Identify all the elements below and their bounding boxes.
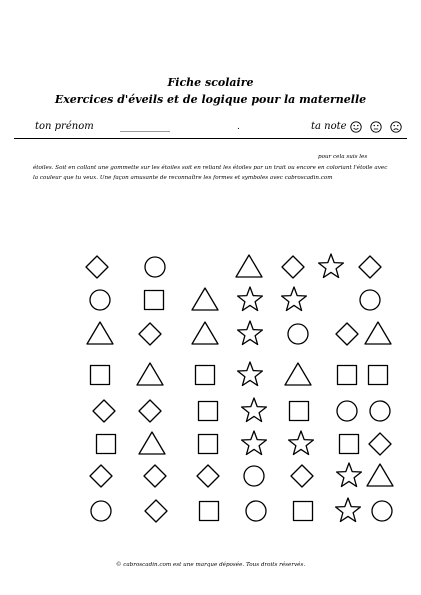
star-shape: [242, 431, 267, 455]
square-shape: [97, 435, 116, 454]
name-field[interactable]: __________: [120, 121, 170, 132]
triangle-shape: [192, 288, 218, 310]
square-shape: [199, 435, 218, 454]
square-shape: [200, 502, 219, 521]
diamond-shape: [282, 256, 304, 278]
diamond-shape: [197, 465, 219, 487]
star-shape: [238, 287, 263, 311]
square-shape: [199, 402, 218, 421]
triangle-shape: [236, 255, 262, 277]
page-subtitle: Exercices d'éveils et de logique pour la maternelle: [54, 93, 367, 106]
diamond-shape: [336, 323, 358, 345]
name-label: ton prénom: [35, 121, 94, 132]
diamond-shape: [359, 256, 381, 278]
instruction-text: étoiles. Soit en collant une gommette sur les étoiles soit en reliant les étoiles par un trait ou encore en coloriant l'étoile avec la couleur que tu veux. Une façon amusante de reconnaître les formes et symboles avec cabroscadin.com: [33, 165, 388, 181]
circle-shape: [372, 501, 392, 521]
circle-shape: [90, 290, 110, 310]
triangle-shape: [367, 464, 393, 486]
diamond-shape: [369, 433, 391, 455]
triangle-shape: [139, 432, 165, 454]
star-shape: [337, 463, 362, 487]
instruction-lead: pour cela suis les: [318, 154, 368, 160]
diamond-shape: [139, 323, 161, 345]
diamond-shape: [93, 400, 115, 422]
circle-shape: [360, 290, 380, 310]
circle-shape: [246, 501, 266, 521]
square-shape: [145, 291, 164, 310]
square-shape: [338, 366, 357, 385]
triangle-shape: [87, 322, 113, 344]
star-shape: [238, 321, 263, 345]
page-title: Fiche scolaire: [167, 76, 254, 89]
circle-shape: [244, 466, 264, 486]
diamond-shape: [90, 465, 112, 487]
note-label: ta note: [311, 121, 347, 132]
triangle-shape: [285, 363, 311, 385]
circle-shape: [91, 501, 111, 521]
square-shape: [340, 435, 359, 454]
star-shape: [282, 287, 307, 311]
triangle-shape: [137, 363, 163, 385]
star-shape: [319, 254, 344, 278]
circle-shape: [337, 401, 357, 421]
diamond-shape: [291, 465, 313, 487]
triangle-shape: [192, 322, 218, 344]
separator-dot: .: [237, 122, 240, 132]
square-shape: [290, 402, 309, 421]
star-shape: [289, 431, 314, 455]
diamond-shape: [139, 400, 161, 422]
circle-shape: [288, 324, 308, 344]
square-shape: [196, 366, 215, 385]
square-shape: [369, 366, 388, 385]
square-shape: [91, 366, 110, 385]
square-shape: [294, 502, 313, 521]
footer-copyright: © cabroscadin.com est une marque déposée. Tous droits réservés.: [115, 562, 306, 568]
diamond-shape: [145, 500, 167, 522]
circle-shape: [370, 401, 390, 421]
triangle-shape: [365, 322, 391, 344]
star-shape: [336, 498, 361, 522]
star-shape: [238, 362, 263, 386]
circle-shape: [145, 257, 165, 277]
diamond-shape: [86, 256, 108, 278]
star-shape: [242, 398, 267, 422]
diamond-shape: [144, 465, 166, 487]
